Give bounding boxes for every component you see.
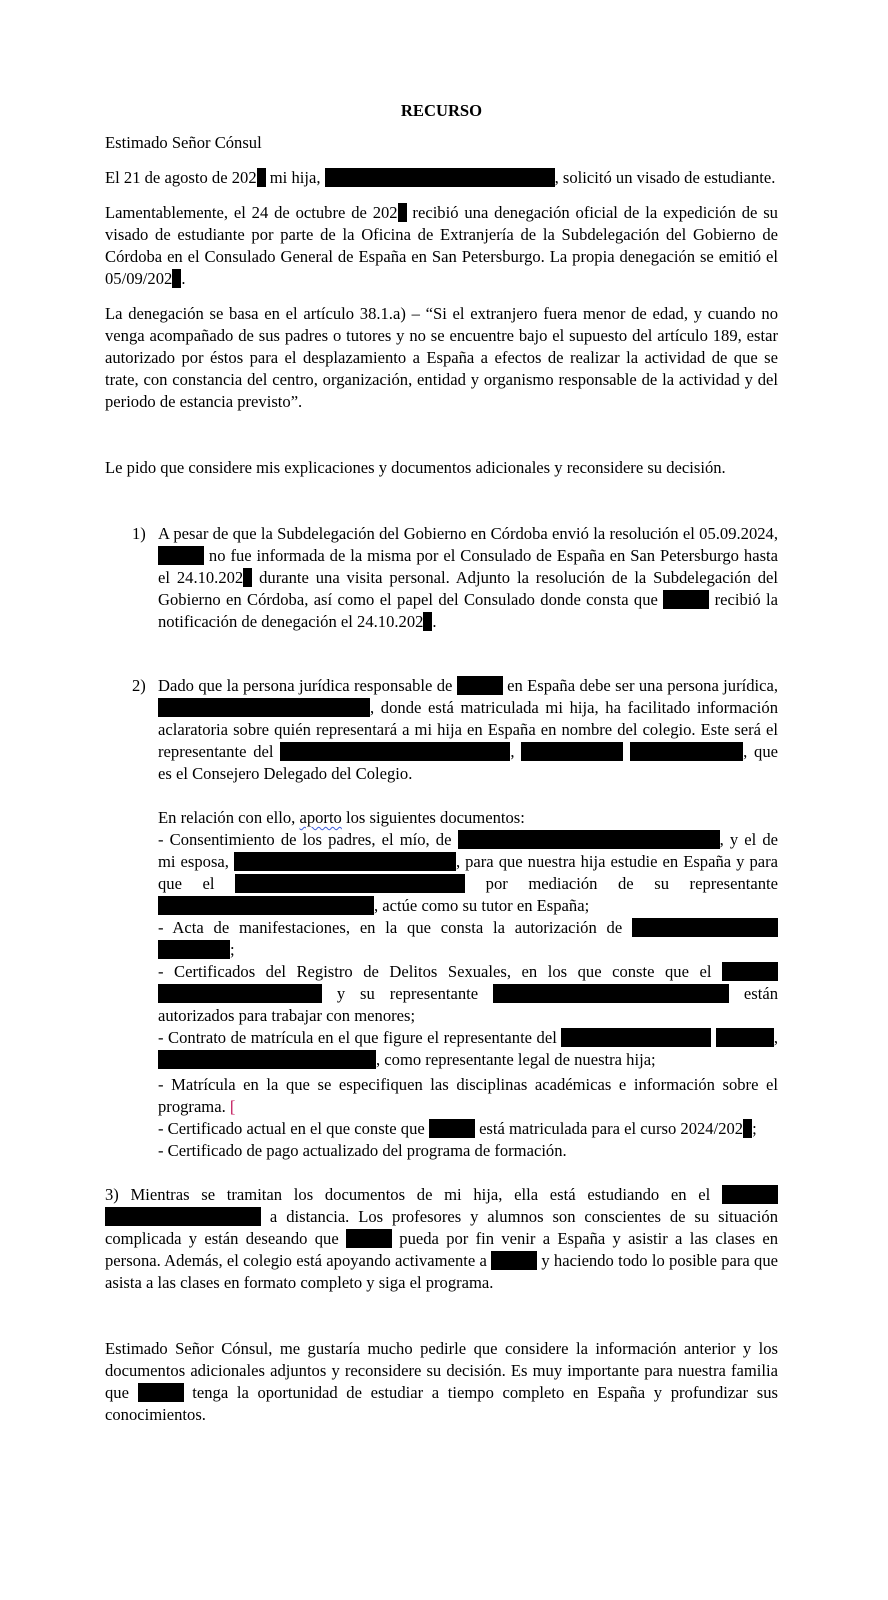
- redaction-bar: [743, 1119, 752, 1138]
- redaction-bar: [493, 984, 729, 1003]
- redaction-bar: [561, 1028, 711, 1047]
- redaction-bar: [398, 203, 407, 222]
- redaction-bar: [172, 269, 181, 288]
- redaction-bar: [630, 742, 743, 761]
- redaction-bar: [235, 874, 465, 893]
- redaction-bar: [429, 1119, 475, 1138]
- spellcheck-word[interactable]: aporto: [299, 808, 342, 827]
- letter-page: [105, 100, 778, 1426]
- redaction-bar: [158, 896, 374, 915]
- documents-intro: En relación con ello, aporto los siguientes documentos:: [158, 808, 525, 827]
- document-item: - Certificados del Registro de Delitos Sexuales, en los que conste que el y su representante están autorizados para trabajar con menores;: [158, 962, 779, 1025]
- document-item: - Matrícula en la que se especifiquen las disciplinas académicas e información sobre el programa. [: [158, 1075, 778, 1116]
- redaction-bar: [457, 676, 503, 695]
- list-item-2: 2) Dado que la persona jurídica responsable de en España debe ser una persona jurídica, , donde está matriculada mi hija, ha facilitado información aclaratoria sobre quién representará a mi hija en España en nombre del colegio. Este será el representante del , , que es el Consejero Delegado del Colegio.: [132, 676, 779, 783]
- document-item: - Consentimiento de los padres, el mío, de , y el de mi esposa, , para que nuestra hija estudie en España y para que el por mediación de su representante , actúe como su tutor en España;: [158, 830, 779, 915]
- redaction-bar: [158, 698, 370, 717]
- redaction-bar: [325, 168, 555, 187]
- edit-marker: [: [229, 1097, 236, 1116]
- redaction-bar: [158, 984, 322, 1003]
- list-item-1: 1) A pesar de que la Subdelegación del Gobierno en Córdoba envió la resolución el 05.09.2024, no fue informada de la misma por el Consulado de España en San Petersburgo hasta el 24.10.202 durante una visita personal. Adjunto la resolución de la Subdelegación del Gobierno en Córdoba, así como el papel del Consulado donde consta que recibió la notificación de denegación el 24.10.202 .: [132, 524, 779, 631]
- redaction-bar: [105, 1207, 261, 1226]
- paragraph-legal-basis: La denegación se basa en el artículo 38.1.a) – “Si el extranjero fuera menor de edad, y cuando no venga acompañado de sus padres o tutores y no se encuentre bajo el supuesto del artículo 189, estar autorizado por éstos para el desplazamiento a España a efectos de realizar la actividad de que se trate, con constancia del centro, organización, entidad y organismo responsable de la actividad y del periodo de estancia previsto”.: [105, 304, 778, 411]
- paragraph-denial: Lamentablemente, el 24 de octubre de 202 recibió una denegación oficial de la expedición de su visado de estudiante por parte de la Oficina de Extranjería de la Subdelegación del Gobierno de Córdoba en el Consulado General de España en San Petersburgo. La propia denegación se emitió el 05/09/202 .: [105, 203, 778, 288]
- documents-list: [105, 807, 778, 1162]
- redaction-bar: [243, 568, 252, 587]
- paragraph-application: El 21 de agosto de 202 mi hija, , solicitó un visado de estudiante.: [105, 168, 776, 187]
- redaction-bar: [138, 1383, 184, 1402]
- redaction-bar: [521, 742, 623, 761]
- redaction-bar: [722, 962, 778, 981]
- redaction-bar: [632, 918, 778, 937]
- list-number: 1): [132, 524, 146, 543]
- document-title: RECURSO: [400, 101, 483, 120]
- redaction-bar: [158, 1050, 376, 1069]
- document-item: - Contrato de matrícula en el que figure el representante del , , como representante legal de nuestra hija;: [158, 1028, 778, 1069]
- redaction-bar: [257, 168, 266, 187]
- redaction-bar: [458, 830, 720, 849]
- redaction-bar: [234, 852, 456, 871]
- paragraph-request: Le pido que considere mis explicaciones y documentos adicionales y reconsidere su decisión.: [105, 458, 726, 477]
- redaction-bar: [158, 546, 204, 565]
- redaction-bar: [158, 940, 230, 959]
- redaction-bar: [722, 1185, 778, 1204]
- paragraph-item-3: 3) Mientras se tramitan los documentos de mi hija, ella está estudiando en el a distancia. Los profesores y alumnos son conscientes de su situación complicada y están deseando que pueda por fin venir a España y asistir a las clases en persona. Además, el colegio está apoyando activamente a y haciendo todo lo posible para que asista a las clases en formato completo y siga el programa.: [105, 1185, 778, 1292]
- redaction-bar: [491, 1251, 537, 1270]
- document-item: - Certificado de pago actualizado del programa de formación.: [158, 1141, 567, 1160]
- list-number: 2): [132, 676, 146, 695]
- redaction-bar: [280, 742, 510, 761]
- redaction-bar: [663, 590, 709, 609]
- document-item: - Certificado actual en el que conste que está matriculada para el curso 2024/202 ;: [158, 1119, 757, 1138]
- redaction-bar: [716, 1028, 774, 1047]
- redaction-bar: [346, 1229, 392, 1248]
- document-item: - Acta de manifestaciones, en la que consta la autorización de ;: [158, 917, 778, 961]
- greeting: Estimado Señor Cónsul: [105, 133, 262, 152]
- paragraph-closing: Estimado Señor Cónsul, me gustaría mucho pedirle que considere la información anterior y los documentos adicionales adjuntos y reconsidere su decisión. Es muy importante para nuestra familia que tenga la oportunidad de estudiar a tiempo completo en España y profundizar sus conocimientos.: [105, 1339, 778, 1424]
